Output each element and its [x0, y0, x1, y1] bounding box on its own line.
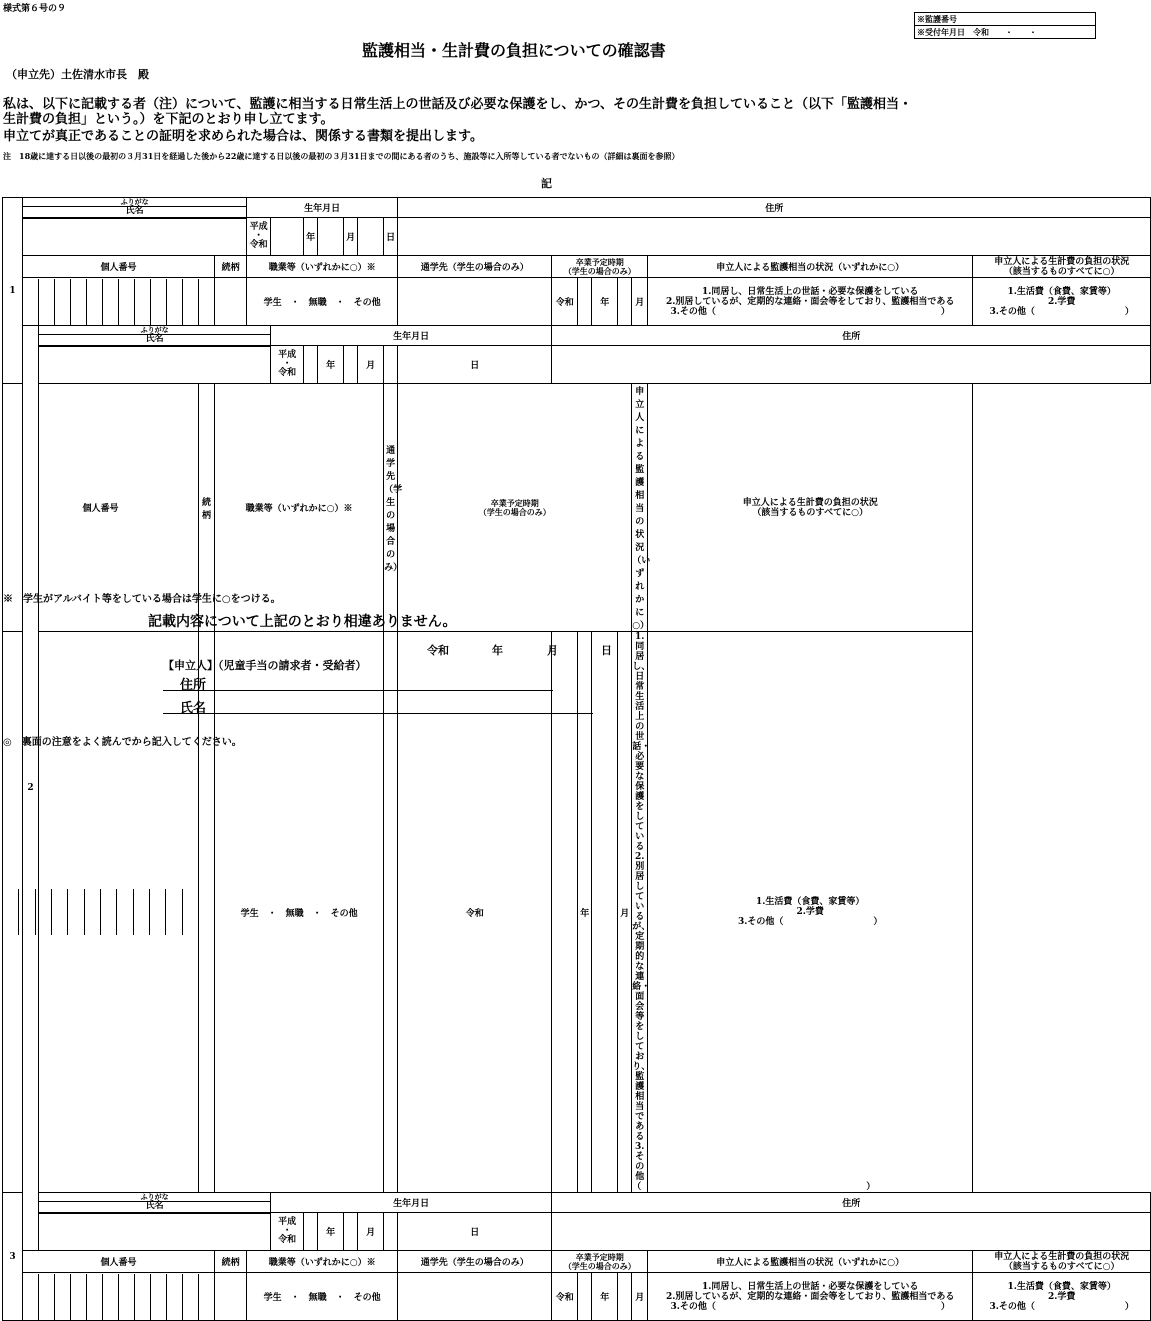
grad-month-label: 月 — [618, 632, 632, 1193]
confirmation-text: 記載内容について上記のとおり相違ありません。 — [148, 614, 457, 630]
school-input[interactable] — [384, 632, 398, 1193]
birth-month-input[interactable] — [344, 346, 358, 384]
birth-day-input[interactable] — [384, 1213, 398, 1251]
occupation-options[interactable]: 学生 ・ 無職 ・ その他 — [247, 1273, 398, 1321]
date-year-label: 年 — [492, 644, 503, 657]
grad-year-label: 年 — [592, 278, 618, 326]
name-label: 氏名 — [145, 1201, 164, 1211]
birth-day-input[interactable] — [358, 218, 384, 256]
month-label: 月 — [344, 218, 358, 256]
receipt-number-label: ※監護番号 — [917, 14, 957, 24]
declaration-line-1: 私は、以下に記載する者（注）について、監護に相当する日常生活上の世話及び必要な保護をし、かつ、その生計費を負担していること（以下「監護相当・ — [3, 97, 912, 112]
name-field[interactable] — [23, 198, 247, 256]
era-selector[interactable]: 平成 ・ 令和 — [271, 346, 304, 384]
name-label: 氏名 — [145, 334, 164, 344]
graduation-header: 卒業予定時期 （学生の場合のみ） — [552, 1251, 648, 1273]
address-header: 住所 — [552, 1193, 1151, 1213]
person-number: 3 — [3, 1193, 23, 1321]
furigana-label: ふりがな — [39, 326, 270, 335]
school-header: 通学先（学生の場合のみ） — [398, 256, 552, 278]
relationship-input[interactable] — [215, 278, 247, 326]
addressee: （申立先）土佐清水市長 殿 — [6, 68, 149, 81]
furigana-label: ふりがな — [39, 1193, 270, 1202]
person-number: 1 — [3, 198, 23, 384]
relationship-header: 続柄 — [199, 384, 215, 632]
ki-heading: 記 — [541, 177, 552, 190]
address-input[interactable] — [552, 346, 1151, 384]
applicant-name-line[interactable] — [163, 713, 593, 714]
applicant-address-label: 住所 — [180, 678, 207, 693]
occupation-header: 職業等（いずれかに○）※ — [215, 384, 384, 632]
burden-header: 申立人による生計費の負担の状況 （該当するものすべてに○） — [973, 256, 1151, 278]
definition-note: 注 18歳に達する日以後の最初の３月31日を経過した後から22歳に達する日以後の最初の３月31日までの間にある者のうち、施設等に入所等している者でないもの（詳細は裏面を参照） — [3, 151, 680, 161]
grad-month-input[interactable] — [618, 278, 632, 326]
grad-month-label: 月 — [632, 1273, 648, 1321]
grad-year-label: 年 — [578, 632, 592, 1193]
birth-day-input[interactable] — [384, 346, 398, 384]
grad-month-input[interactable] — [618, 1273, 632, 1321]
relationship-input[interactable] — [215, 1273, 247, 1321]
applicant-address-line[interactable] — [163, 690, 553, 691]
name-label: 氏名 — [125, 206, 144, 216]
individual-number-boxes[interactable] — [23, 1273, 215, 1321]
individual-number-header: 個人番号 — [23, 1251, 215, 1273]
custody-header: 申立人による監護相当の状況（いずれかに○） — [632, 384, 648, 632]
day-label: 日 — [398, 1213, 552, 1251]
applicant-heading: 【申立人】（児童手当の請求者・受給者） — [163, 659, 367, 672]
year-label: 年 — [304, 218, 318, 256]
birth-month-input[interactable] — [344, 1213, 358, 1251]
graduation-header: 卒業予定時期 （学生の場合のみ） — [398, 384, 632, 632]
custody-header: 申立人による監護相当の状況（いずれかに○） — [648, 256, 973, 278]
birth-year-input[interactable] — [304, 346, 318, 384]
occupation-options[interactable]: 学生 ・ 無職 ・ その他 — [215, 632, 384, 1193]
school-input[interactable] — [398, 1273, 552, 1321]
grad-era: 令和 — [552, 278, 578, 326]
grad-era: 令和 — [552, 1273, 578, 1321]
address-input[interactable] — [398, 218, 1151, 256]
custody-options[interactable]: 1.同居し、日常生活上の世話・必要な保護をしている 2.別居しているが、定期的な連絡・面会等をしており、監護相当である 3.その他（ ） — [632, 632, 876, 1192]
custody-options[interactable]: 1.同居し、日常生活上の世話・必要な保護をしている 2.別居しているが、定期的な連絡・面会等をしており、監護相当である 3.その他（ ） — [648, 1273, 973, 1321]
grad-era: 令和 — [398, 632, 552, 1193]
custody-options[interactable]: 1.同居し、日常生活上の世話・必要な保護をしている 2.別居しているが、定期的な連絡・面会等をしており、監護相当である 3.その他（ ） — [648, 278, 973, 326]
relationship-header: 続柄 — [215, 256, 247, 278]
grad-year-input[interactable] — [578, 1273, 592, 1321]
birth-year-input[interactable] — [304, 1213, 318, 1251]
custody-header: 申立人による監護相当の状況（いずれかに○） — [648, 1251, 973, 1273]
school-header: 通学先（学生の場合のみ） — [384, 384, 398, 632]
birth-year-input[interactable] — [271, 218, 304, 256]
day-label: 日 — [384, 218, 398, 256]
declaration-line-3: 申立てが真正であることの証明を求められた場合は、関係する書類を提出します。 — [3, 129, 483, 144]
declaration-line-2: 生計費の負担」という。）を下記のとおり申し立てます。 — [3, 112, 334, 127]
name-field[interactable] — [39, 1193, 271, 1251]
footer-note: ◎ 裏面の注意をよく読んでから記入してください。 — [3, 737, 242, 748]
graduation-header: 卒業予定時期 （学生の場合のみ） — [552, 256, 648, 278]
address-header: 住所 — [552, 326, 1151, 346]
burden-options[interactable]: 1.生活費（食費、家賃等） 2.学費 3.その他（ ） — [973, 278, 1151, 326]
year-label: 年 — [318, 346, 344, 384]
school-input[interactable] — [398, 278, 552, 326]
burden-header: 申立人による生計費の負担の状況 （該当するものすべてに○） — [648, 384, 973, 632]
era-selector[interactable]: 平成 ・ 令和 — [247, 218, 271, 256]
dependent-table — [2, 197, 1151, 1321]
individual-number-boxes[interactable] — [3, 632, 199, 1193]
birthdate-header: 生年月日 — [271, 1193, 552, 1213]
occupation-options[interactable]: 学生 ・ 無職 ・ その他 — [247, 278, 398, 326]
grad-year-input[interactable] — [578, 278, 592, 326]
office-use-box — [914, 12, 1096, 39]
date-era: 令和 — [427, 644, 449, 657]
address-input[interactable] — [552, 1213, 1151, 1251]
date-day-label: 日 — [601, 644, 612, 657]
occupation-header: 職業等（いずれかに○）※ — [247, 256, 398, 278]
individual-number-header: 個人番号 — [3, 384, 199, 632]
student-note: ※ 学生がアルバイト等をしている場合は学生に○をつける。 — [3, 594, 281, 605]
birthdate-header: 生年月日 — [271, 326, 552, 346]
grad-year-input[interactable] — [552, 632, 578, 1193]
form-number: 様式第６号の９ — [3, 4, 67, 14]
grad-year-label: 年 — [592, 1273, 618, 1321]
relationship-header: 続柄 — [215, 1251, 247, 1273]
applicant-name-label: 氏名 — [180, 701, 207, 716]
month-label: 月 — [358, 346, 384, 384]
page-title: 監護相当・生計費の負担についての確認書 — [362, 41, 666, 60]
occupation-header: 職業等（いずれかに○）※ — [247, 1251, 398, 1273]
grad-month-label: 月 — [632, 278, 648, 326]
individual-number-header: 個人番号 — [23, 256, 215, 278]
address-header: 住所 — [398, 198, 1151, 218]
era-selector[interactable]: 平成 ・ 令和 — [271, 1213, 304, 1251]
month-label: 月 — [358, 1213, 384, 1251]
birth-month-input[interactable] — [318, 218, 344, 256]
date-month-label: 月 — [547, 644, 558, 657]
name-field[interactable] — [39, 326, 271, 384]
burden-header: 申立人による生計費の負担の状況 （該当するものすべてに○） — [973, 1251, 1151, 1273]
receipt-date-label: ※受付年月日 令和 ・ ・ — [915, 25, 1095, 38]
person-number: 2 — [23, 326, 39, 1251]
day-label: 日 — [398, 346, 552, 384]
year-label: 年 — [318, 1213, 344, 1251]
school-header: 通学先（学生の場合のみ） — [398, 1251, 552, 1273]
furigana-label: ふりがな — [23, 198, 246, 207]
individual-number-boxes[interactable] — [23, 278, 215, 326]
burden-options[interactable]: 1.生活費（食費、家賃等） 2.学費 3.その他（ ） — [973, 1273, 1151, 1321]
burden-options[interactable]: 1.生活費（食費、家賃等） 2.学費 3.その他（ ） — [648, 632, 973, 1193]
grad-month-input[interactable] — [592, 632, 618, 1193]
birthdate-header: 生年月日 — [247, 198, 398, 218]
